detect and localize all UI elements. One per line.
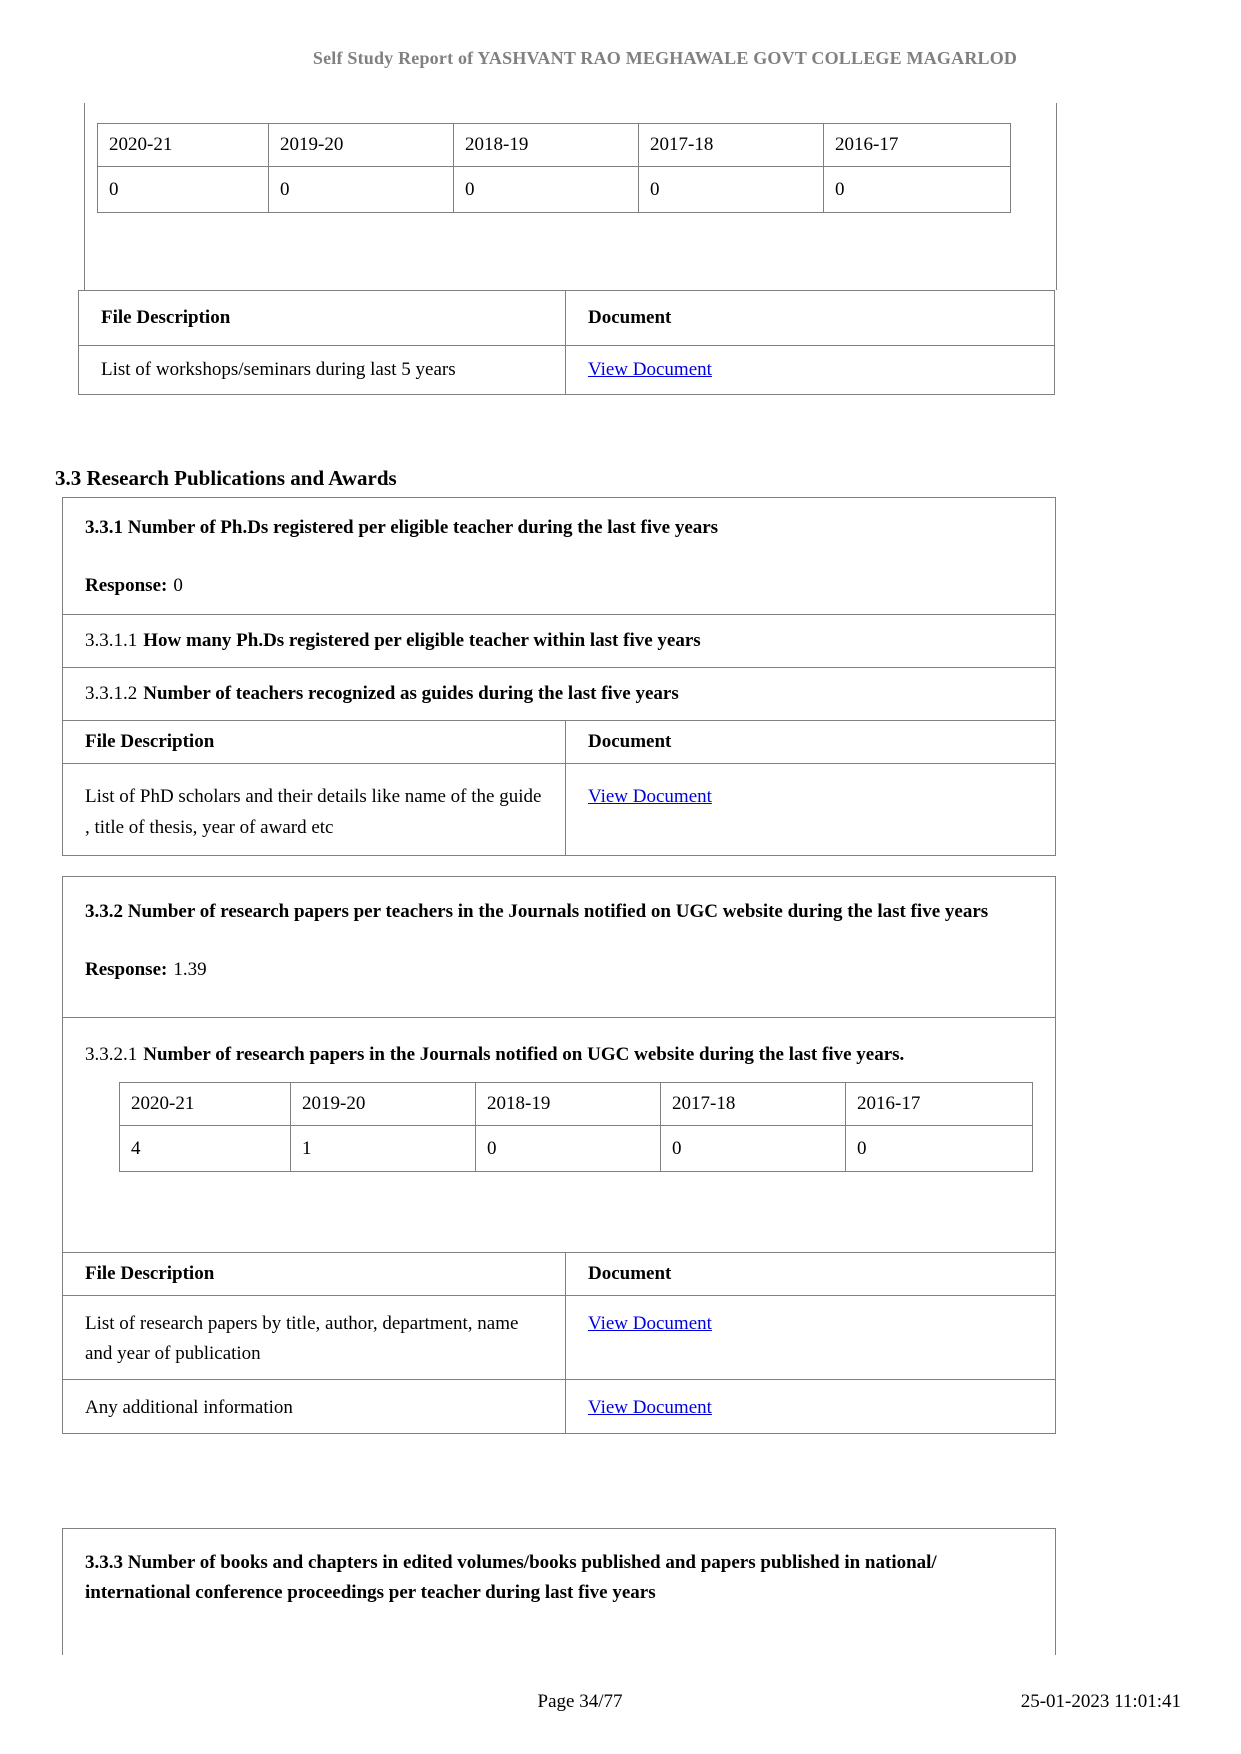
response-line (85, 957, 1033, 983)
sub-question-number: 3.3.2.1 (85, 1044, 138, 1065)
sub-question-row (63, 1017, 1055, 1252)
year-header-cell: 2016-17 (824, 124, 1011, 167)
year-value-cell: 0 (846, 1126, 1033, 1172)
question-row (63, 1529, 1055, 1627)
year-table-value-row (98, 167, 1011, 213)
sub-question-number: 3.3.1.1 (85, 630, 138, 651)
year-table-header-row (120, 1083, 1033, 1126)
metric-block-3-3-1 (62, 497, 1056, 856)
file-description-header: File Description (101, 307, 231, 328)
year-value-cell: 1 (291, 1126, 476, 1172)
file-description-text: List of workshops/seminars during last 5 years (101, 359, 456, 380)
file-table-header-row (79, 291, 1054, 345)
sub-question-paragraph (85, 1040, 1025, 1070)
file-table-workshops (78, 290, 1055, 395)
footer-timestamp: 25-01-2023 11:01:41 (1020, 1691, 1181, 1712)
year-header-cell: 2016-17 (846, 1083, 1033, 1126)
year-value-cell: 0 (454, 167, 639, 213)
year-header-cell: 2018-19 (476, 1083, 661, 1126)
view-document-link[interactable]: View Document (588, 1397, 712, 1418)
year-header-cell: 2019-20 (269, 124, 454, 167)
year-table-value-row (120, 1126, 1033, 1172)
year-header-cell: 2017-18 (639, 124, 824, 167)
year-header-cell: 2017-18 (661, 1083, 846, 1126)
file-table-header-row (63, 720, 1055, 763)
question-text: 3.3.2 Number of research papers per teachers in the Journals notified on UGC website during the last five years (85, 901, 989, 922)
page-header-title: Self Study Report of YASHVANT RAO MEGHAWALE GOVT COLLEGE MAGARLOD (312, 48, 1018, 68)
file-description-text: List of research papers by title, author, department, name and year of publication (85, 1313, 519, 1364)
file-description-text: Any additional information (85, 1397, 293, 1418)
document-header: Document (565, 291, 1054, 345)
response-label: Response: (85, 575, 168, 596)
response-line (85, 573, 1033, 599)
year-value-cell: 0 (661, 1126, 846, 1172)
response-value: 1.39 (173, 959, 207, 980)
question-row (63, 877, 1055, 1017)
file-table-row (63, 1379, 1055, 1433)
year-value-cell: 0 (98, 167, 269, 213)
sub-question-text: Number of teachers recognized as guides during the last five years (143, 683, 679, 704)
view-document-link[interactable]: View Document (588, 786, 712, 807)
year-value-cell: 0 (269, 167, 454, 213)
sub-question-row (63, 614, 1055, 667)
section-heading: 3.3 Research Publications and Awards (55, 466, 397, 490)
year-header-cell: 2020-21 (120, 1083, 291, 1126)
year-table-research-papers (119, 1082, 1033, 1172)
year-value-cell: 0 (824, 167, 1011, 213)
year-table-workshops (97, 123, 1011, 213)
year-table-header-row (98, 124, 1011, 167)
year-header-cell: 2018-19 (454, 124, 639, 167)
metric-block-3-3-3 (62, 1528, 1056, 1655)
continued-metric-block (84, 103, 1057, 290)
footer-page-number: Page 34/77 (537, 1691, 623, 1712)
document-header: Document (565, 721, 1055, 763)
document-header: Document (565, 1253, 1055, 1295)
file-description-text: List of PhD scholars and their details like name of the guide , title of thesis, year of award etc (85, 786, 542, 838)
year-value-cell: 0 (639, 167, 824, 213)
year-value-cell: 4 (120, 1126, 291, 1172)
metric-block-3-3-2 (62, 876, 1056, 1434)
question-text: 3.3.1 Number of Ph.Ds registered per eligible teacher during the last five years (85, 517, 719, 538)
file-description-header: File Description (85, 1263, 215, 1284)
file-table-header-row (63, 1252, 1055, 1295)
view-document-link[interactable]: View Document (588, 1313, 712, 1334)
response-value: 0 (173, 575, 183, 596)
sub-question-row (63, 667, 1055, 720)
file-table-row (63, 1295, 1055, 1379)
sub-question-number: 3.3.1.2 (85, 683, 138, 704)
year-value-cell: 0 (476, 1126, 661, 1172)
sub-question-text: Number of research papers in the Journals notified on UGC website during the last five years. (143, 1044, 905, 1065)
question-row (63, 498, 1055, 614)
file-table-row (79, 345, 1054, 394)
response-label: Response: (85, 959, 168, 980)
year-header-cell: 2019-20 (291, 1083, 476, 1126)
question-text: 3.3.3 Number of books and chapters in edited volumes/books published and papers published in national/ international conference proceedings per teacher during last five years (85, 1552, 937, 1603)
file-table-row (63, 763, 1055, 855)
file-description-header: File Description (85, 731, 215, 752)
sub-question-text: How many Ph.Ds registered per eligible teacher within last five years (143, 630, 701, 651)
year-header-cell: 2020-21 (98, 124, 269, 167)
view-document-link[interactable]: View Document (588, 359, 712, 380)
